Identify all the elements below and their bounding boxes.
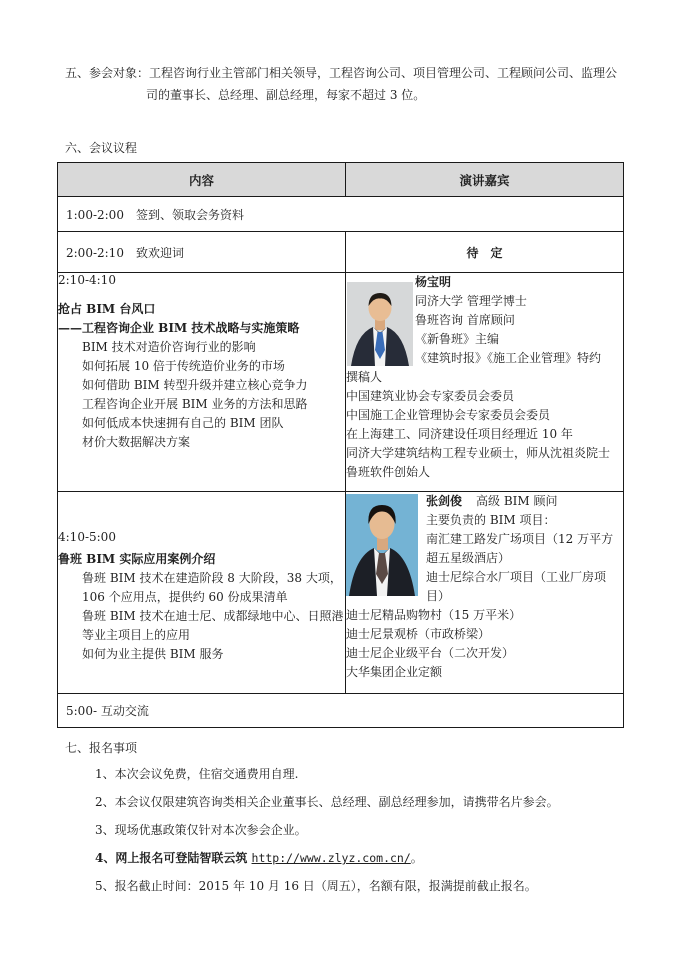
agenda-table — [57, 162, 624, 728]
speaker-name: 杨宝明 — [415, 275, 452, 289]
session2-point: 鲁班 BIM 技术在建造阶段 8 大阶段，38 大项， — [82, 571, 342, 585]
welcome-row-speaker: 待 定 — [346, 232, 624, 273]
session2-point: 等业主项目上的应用 — [82, 628, 191, 642]
speaker-bio-line: 在上海建工、同济建设任项目经理近 10 年 — [346, 427, 573, 441]
registration-item-4-text: 4、网上报名可登陆智联云筑 — [95, 851, 252, 865]
speaker-bio-line: 目） — [426, 589, 451, 603]
agenda-header-speakers: 演讲嘉宾 — [346, 163, 624, 197]
session1-point: 材价大数据解决方案 — [82, 435, 191, 449]
speaker-name: 张剑俊 — [426, 494, 463, 508]
speaker-bio-line: 超五星级酒店） — [426, 551, 511, 565]
speaker-bio-line: 迪士尼精品购物村（15 万平米） — [346, 608, 522, 622]
speaker-title: 高级 BIM 顾问 — [476, 494, 558, 508]
signin-row-text: 1:00-2:00 签到、领取会务资料 — [58, 197, 624, 232]
speaker-photo-yang-baoming-icon — [347, 282, 413, 366]
agenda-row-signin — [58, 197, 624, 232]
session1-points — [58, 338, 345, 452]
registration-url-link[interactable]: http://www.zlyz.com.cn/ — [251, 851, 411, 865]
participants-text: 工程咨询行业主管部门相关领导，工程咨询公司、项目管理公司、工程顾问公司、监理公司的董事长、总经理、副总经理，每家不超过 3 位。 — [146, 66, 618, 102]
agenda-row-session2 — [58, 492, 624, 694]
speaker-bio-line: 撰稿人 — [346, 370, 383, 384]
session1-time: 2:10-4:10 — [58, 273, 116, 287]
registration-item-4 — [95, 849, 623, 868]
session1-point: 如何拓展 10 倍于传统造价业务的市场 — [82, 359, 285, 373]
session2-speaker-cell — [346, 492, 624, 694]
session1-point: BIM 技术对造价咨询行业的影响 — [82, 340, 256, 354]
speaker-bio-line: 中国建筑业协会专家委员会委员 — [346, 389, 515, 403]
registration-item-1: 1、本次会议免费，住宿交通费用自理. — [95, 767, 299, 781]
session2-time: 4:10-5:00 — [58, 530, 116, 544]
session2-title: 鲁班 BIM 实际应用案例介绍 — [58, 552, 216, 566]
speaker-bio-line: 主要负责的 BIM 项目： — [426, 513, 556, 527]
participants-paragraph — [65, 62, 623, 106]
speaker-bio-line: 鲁班咨询 首席顾问 — [415, 313, 515, 327]
agenda-row-closing — [58, 694, 624, 728]
session1-speaker-cell — [346, 273, 624, 492]
agenda-header-content: 内容 — [58, 163, 346, 197]
speaker-bio-line: 大华集团企业定额 — [346, 665, 443, 679]
closing-row-text: 5:00- 互动交流 — [58, 694, 624, 728]
speaker-bio-line: 《建筑时报》《施工企业管理》特约 — [415, 351, 602, 365]
session2-point: 鲁班 BIM 技术在迪士尼、成都绿地中心、日照港 — [82, 609, 344, 623]
session2-content-cell — [58, 492, 346, 694]
registration-section-title: 七、报名事项 — [65, 741, 138, 755]
session2-point: 如何为业主提供 BIM 服务 — [82, 647, 224, 661]
speaker-bio-line: 南汇建工路发广场项目（12 万平方 — [426, 532, 614, 546]
speaker-bio-line: 迪士尼企业级平台（二次开发） — [346, 646, 515, 660]
session1-title: 抢占 BIM 台风口 — [58, 302, 156, 316]
agenda-header-row — [58, 163, 624, 197]
speaker-bio-line: 同济大学建筑结构工程专业硕士，师从沈祖炎院士 — [346, 446, 611, 460]
agenda-row-session1 — [58, 273, 624, 492]
welcome-row-text: 2:00-2:10 致欢迎词 — [58, 232, 346, 273]
speaker-bio-line: 同济大学 管理学博士 — [415, 294, 527, 308]
agenda-section-title: 六、会议议程 — [65, 141, 138, 155]
session2-point: 106 个应用点，提供约 60 份成果清单 — [82, 590, 288, 604]
speaker-photo-zhang-jianjun-icon — [346, 494, 418, 596]
speaker-bio-line: 《新鲁班》主编 — [415, 332, 500, 346]
registration-item-4-suffix: 。 — [410, 851, 423, 865]
session1-point: 如何低成本快速拥有自己的 BIM 团队 — [82, 416, 284, 430]
registration-item-3: 3、现场优惠政策仅针对本次参会企业。 — [95, 823, 307, 837]
session1-content-cell — [58, 273, 346, 492]
session1-point: 工程咨询企业开展 BIM 业务的方法和思路 — [82, 397, 308, 411]
agenda-row-welcome — [58, 232, 624, 273]
speaker-bio-line: 鲁班软件创始人 — [346, 465, 431, 479]
session2-points — [58, 569, 345, 664]
session1-subtitle: ——工程咨询企业 BIM 技术战略与实施策略 — [58, 321, 300, 335]
registration-item-5: 5、报名截止时间：2015 年 10 月 16 日（周五），名额有限，报满提前截止报名。 — [95, 879, 537, 893]
speaker-bio-line: 迪士尼综合水厂项目（工业厂房项 — [426, 570, 607, 584]
session1-point: 如何借助 BIM 转型升级并建立核心竞争力 — [82, 378, 308, 392]
speaker-bio-line: 中国施工企业管理协会专家委员会委员 — [346, 408, 551, 422]
speaker-bio-line: 迪士尼景观桥（市政桥梁） — [346, 627, 491, 641]
participants-label: 五、参会对象： — [65, 66, 150, 80]
registration-item-2: 2、本会议仅限建筑咨询类相关企业董事长、总经理、副总经理参加，请携带名片参会。 — [95, 795, 559, 809]
